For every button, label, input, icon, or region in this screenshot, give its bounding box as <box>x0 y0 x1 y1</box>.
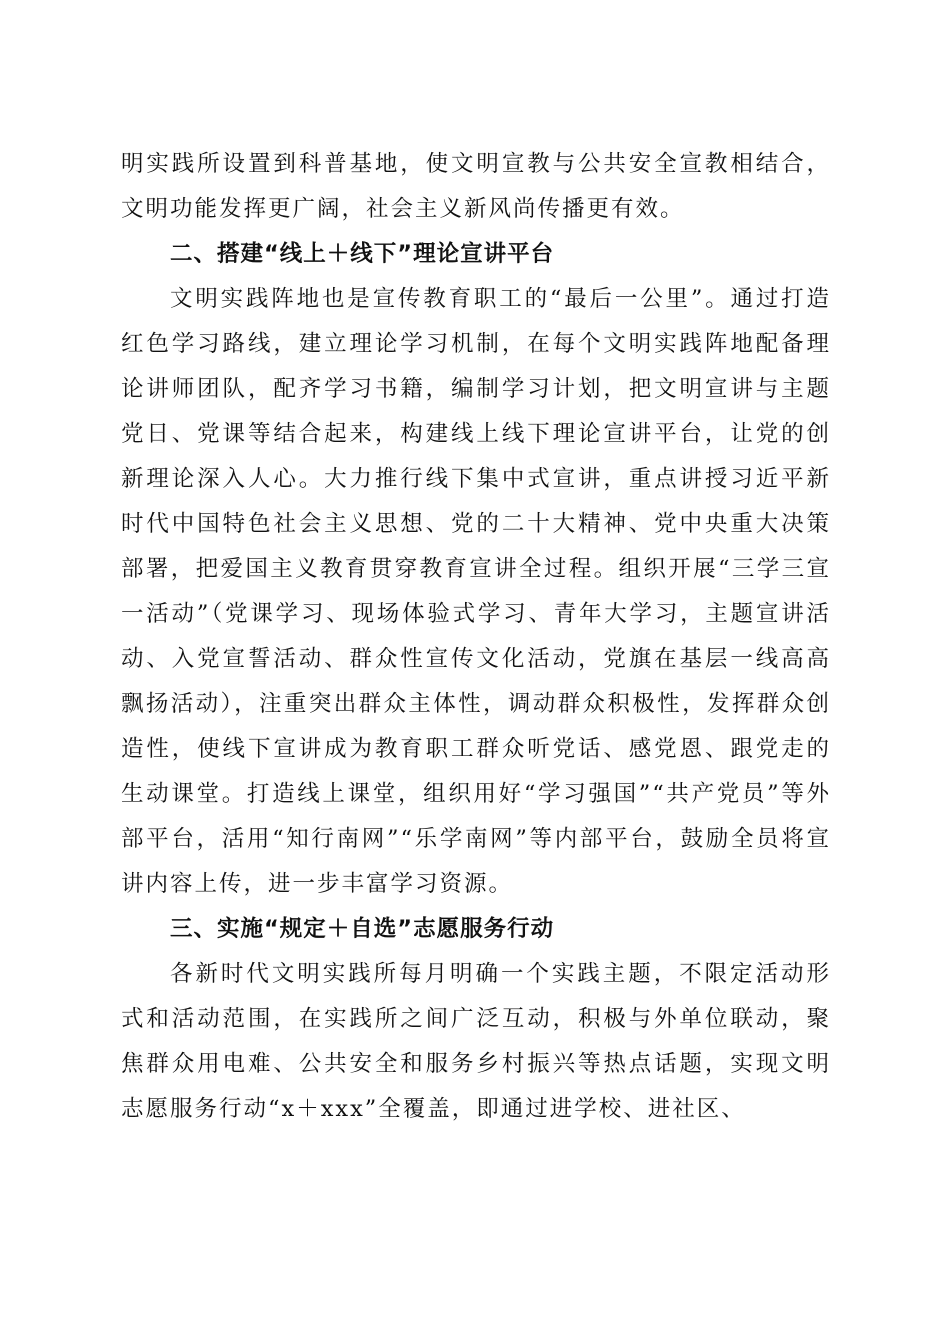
section-heading-2: 二、搭建“线上＋线下”理论宣讲平台 <box>170 241 555 267</box>
document-body <box>121 142 831 1132</box>
paragraph-section-3: 各新时代文明实践所每月明确一个实践主题，不限定活动形式和活动范围，在实践所之间广泛互动，积极与外单位联动，聚焦群众用电难、公共安全和服务乡村振兴等热点话题，实现文明志愿服务行动“x＋xxx”全覆盖，即通过进学校、进社区、 <box>121 961 831 1122</box>
paragraph-section-2: 文明实践阵地也是宣传教育职工的“最后一公里”。通过打造红色学习路线，建立理论学习机制，在每个文明实践阵地配备理论讲师团队，配齐学习书籍，编制学习计划，把文明宣讲与主题党日、党课等结合起来，构建线上线下理论宣讲平台，让党的创新理论深入人心。大力推行线下集中式宣讲，重点讲授习近平新时代中国特色社会主义思想、党的二十大精神、党中央重大决策部署，把爱国主义教育贯穿教育宣讲全过程。组织开展“三学三宣一活动”（党课学习、现场体验式学习、青年大学习，主题宣讲活动、入党宣誓活动、群众性宣传文化活动，党旗在基层一线高高飘扬活动），注重突出群众主体性，调动群众积极性，发挥群众创造性，使线下宣讲成为教育职工群众听党话、感党恩、跟党走的生动课堂。打造线上课堂，组织用好“学习强国”“共产党员”等外部平台，活用“知行南网”“乐学南网”等内部平台，鼓励全员将宣讲内容上传，进一步丰富学习资源。 <box>121 286 831 897</box>
section-heading-3: 三、实施“规定＋自选”志愿服务行动 <box>170 916 555 942</box>
paragraph-continuation: 明实践所设置到科普基地，使文明宣教与公共安全宣教相结合，文明功能发挥更广阔，社会主义新风尚传播更有效。 <box>121 151 831 222</box>
